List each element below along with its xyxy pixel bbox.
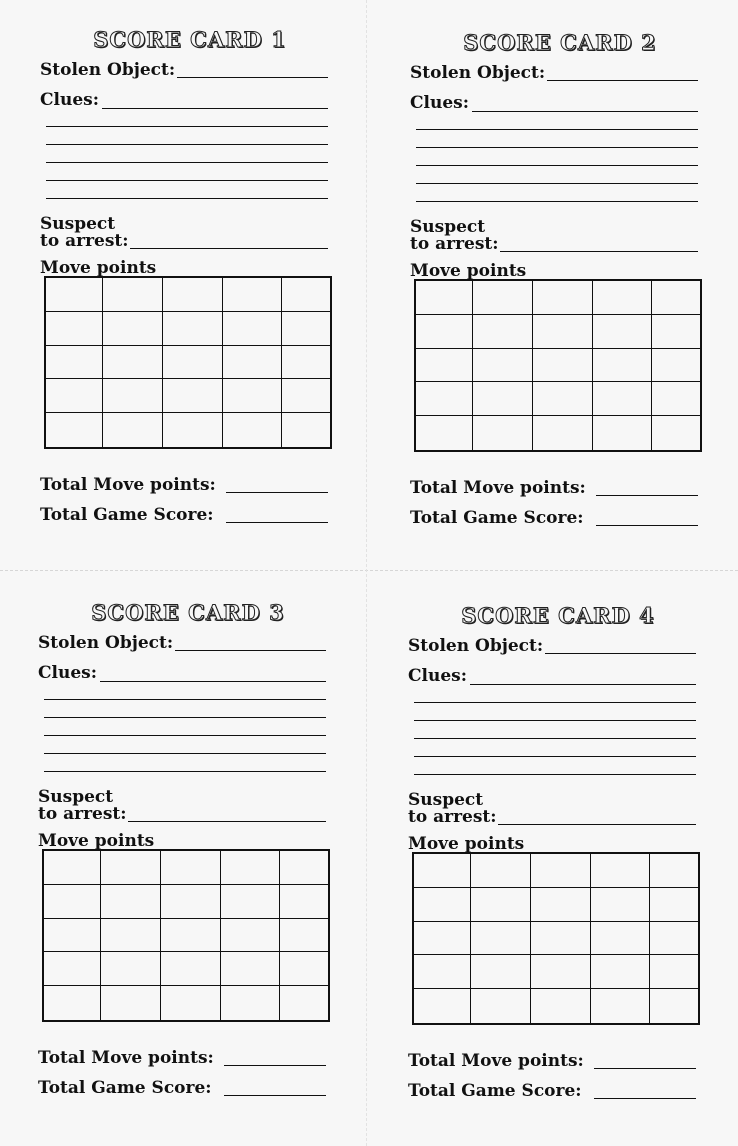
move-cell[interactable] (531, 955, 591, 989)
move-cell[interactable] (221, 919, 280, 953)
move-cell[interactable] (46, 278, 103, 312)
to-arrest-label: to arrest: (408, 807, 497, 827)
move-cell[interactable] (533, 416, 593, 450)
move-cell[interactable] (280, 986, 328, 1020)
move-cell[interactable] (161, 919, 221, 953)
move-cell[interactable] (163, 312, 223, 346)
move-cell[interactable] (471, 955, 531, 989)
clue-line[interactable] (416, 183, 698, 184)
move-cell[interactable] (533, 349, 593, 383)
stolen-object-label: Stolen Object: (40, 60, 176, 80)
move-cell[interactable] (531, 854, 591, 888)
move-cell[interactable] (533, 315, 593, 349)
clue-line[interactable] (46, 162, 328, 163)
move-cell[interactable] (282, 413, 330, 447)
score-card-2 (410, 30, 710, 550)
move-cell[interactable] (101, 952, 161, 986)
move-cell[interactable] (414, 989, 471, 1023)
move-cell[interactable] (533, 281, 593, 315)
move-cell[interactable] (101, 986, 161, 1020)
move-cell[interactable] (416, 382, 473, 416)
suspect-label: Suspect (410, 217, 486, 237)
move-cell[interactable] (101, 851, 161, 885)
suspect-field[interactable] (130, 248, 328, 249)
clues-field[interactable] (100, 681, 326, 682)
move-cell[interactable] (161, 986, 221, 1020)
move-cell[interactable] (531, 888, 591, 922)
clues-label: Clues: (408, 666, 468, 686)
move-cell[interactable] (163, 346, 223, 380)
move-cell[interactable] (531, 922, 591, 956)
move-cell[interactable] (161, 952, 221, 986)
move-cell[interactable] (46, 413, 103, 447)
move-cell[interactable] (46, 346, 103, 380)
move-cell[interactable] (652, 416, 700, 450)
move-points-grid (412, 852, 700, 1025)
move-cell[interactable] (650, 955, 698, 989)
move-cell[interactable] (280, 885, 328, 919)
clue-line[interactable] (414, 738, 696, 739)
move-cell[interactable] (223, 346, 282, 380)
clue-line[interactable] (416, 165, 698, 166)
move-cell[interactable] (593, 349, 652, 383)
clues-label: Clues: (410, 93, 470, 113)
card-title: SCORE CARD 3 (91, 600, 285, 625)
move-cell[interactable] (44, 919, 101, 953)
move-cell[interactable] (221, 851, 280, 885)
move-cell[interactable] (282, 278, 330, 312)
move-cell[interactable] (650, 854, 698, 888)
move-cell[interactable] (414, 888, 471, 922)
move-cell[interactable] (46, 312, 103, 346)
move-cell[interactable] (223, 312, 282, 346)
move-cell[interactable] (280, 919, 328, 953)
move-points-label: Move points (410, 261, 527, 281)
move-cell[interactable] (221, 952, 280, 986)
move-cell[interactable] (652, 382, 700, 416)
stolen-object-label: Stolen Object: (410, 63, 546, 83)
move-cell[interactable] (163, 413, 223, 447)
card-title: SCORE CARD 4 (461, 603, 655, 628)
move-cell[interactable] (280, 851, 328, 885)
move-cell[interactable] (280, 952, 328, 986)
move-cell[interactable] (103, 413, 163, 447)
clues-field[interactable] (470, 684, 696, 685)
move-cell[interactable] (101, 885, 161, 919)
move-cell[interactable] (473, 315, 533, 349)
move-cell[interactable] (223, 379, 282, 413)
move-cell[interactable] (473, 349, 533, 383)
move-cell[interactable] (591, 955, 650, 989)
clues-field[interactable] (472, 111, 698, 112)
move-points-label: Move points (38, 831, 155, 851)
move-cell[interactable] (593, 281, 652, 315)
move-cell[interactable] (591, 888, 650, 922)
move-cell[interactable] (101, 919, 161, 953)
move-cell[interactable] (593, 416, 652, 450)
total-game-score-label: Total Game Score: (408, 1081, 582, 1101)
move-points-label: Move points (40, 258, 157, 278)
move-cell[interactable] (471, 989, 531, 1023)
move-cell[interactable] (652, 349, 700, 383)
clue-line[interactable] (414, 720, 696, 721)
card-title: SCORE CARD 1 (93, 27, 287, 52)
clue-line[interactable] (414, 756, 696, 757)
move-cell[interactable] (103, 312, 163, 346)
move-cell[interactable] (163, 379, 223, 413)
move-cell[interactable] (473, 382, 533, 416)
total-game-score-label: Total Game Score: (38, 1078, 212, 1098)
total-move-points-label: Total Move points: (38, 1048, 214, 1068)
suspect-label: Suspect (38, 787, 114, 807)
move-cell[interactable] (591, 989, 650, 1023)
move-cell[interactable] (44, 952, 101, 986)
move-cell[interactable] (161, 851, 221, 885)
move-points-grid (44, 276, 332, 449)
total-move-points-label: Total Move points: (40, 475, 216, 495)
suspect-field[interactable] (128, 821, 326, 822)
total-move-points-label: Total Move points: (408, 1051, 584, 1071)
clue-line[interactable] (416, 147, 698, 148)
move-cell[interactable] (650, 922, 698, 956)
total-move-points-field[interactable] (224, 1065, 326, 1066)
move-cell[interactable] (591, 922, 650, 956)
move-cell[interactable] (471, 922, 531, 956)
move-cell[interactable] (531, 989, 591, 1023)
total-move-points-label: Total Move points: (410, 478, 586, 498)
clue-line[interactable] (44, 753, 326, 754)
clue-line[interactable] (46, 126, 328, 127)
clue-line[interactable] (44, 735, 326, 736)
score-card-4 (408, 603, 708, 1123)
clue-line[interactable] (44, 699, 326, 700)
clues-field[interactable] (102, 108, 328, 109)
move-cell[interactable] (44, 885, 101, 919)
move-cell[interactable] (46, 379, 103, 413)
stolen-object-field[interactable] (177, 77, 328, 78)
move-cell[interactable] (650, 888, 698, 922)
total-game-score-label: Total Game Score: (410, 508, 584, 528)
move-cell[interactable] (103, 278, 163, 312)
clues-label: Clues: (38, 663, 98, 683)
suspect-field[interactable] (498, 824, 696, 825)
move-cell[interactable] (473, 281, 533, 315)
move-cell[interactable] (416, 416, 473, 450)
clues-label: Clues: (40, 90, 100, 110)
cut-line-vertical (366, 0, 367, 1146)
move-cell[interactable] (652, 315, 700, 349)
move-cell[interactable] (163, 278, 223, 312)
total-move-points-field[interactable] (596, 495, 698, 496)
suspect-field[interactable] (500, 251, 698, 252)
score-card-1 (40, 27, 340, 547)
move-cell[interactable] (652, 281, 700, 315)
move-cell[interactable] (44, 986, 101, 1020)
move-points-grid (42, 849, 330, 1022)
cut-line-horizontal (0, 570, 738, 571)
clue-line[interactable] (416, 201, 698, 202)
total-move-points-field[interactable] (594, 1068, 696, 1069)
move-cell[interactable] (650, 989, 698, 1023)
move-cell[interactable] (591, 854, 650, 888)
move-cell[interactable] (103, 346, 163, 380)
move-cell[interactable] (593, 382, 652, 416)
clue-line[interactable] (44, 717, 326, 718)
to-arrest-label: to arrest: (38, 804, 127, 824)
suspect-label: Suspect (408, 790, 484, 810)
stolen-object-label: Stolen Object: (38, 633, 174, 653)
move-cell[interactable] (471, 854, 531, 888)
move-cell[interactable] (473, 416, 533, 450)
move-cell[interactable] (44, 851, 101, 885)
clue-line[interactable] (46, 144, 328, 145)
stolen-object-label: Stolen Object: (408, 636, 544, 656)
move-cell[interactable] (103, 379, 163, 413)
move-cell[interactable] (282, 346, 330, 380)
total-game-score-field[interactable] (594, 1098, 696, 1099)
move-cell[interactable] (414, 854, 471, 888)
clue-line[interactable] (44, 771, 326, 772)
move-cell[interactable] (416, 281, 473, 315)
move-points-label: Move points (408, 834, 525, 854)
stolen-object-field[interactable] (175, 650, 326, 651)
stolen-object-field[interactable] (545, 653, 696, 654)
total-game-score-field[interactable] (596, 525, 698, 526)
clue-line[interactable] (414, 774, 696, 775)
total-game-score-label: Total Game Score: (40, 505, 214, 525)
move-cell[interactable] (282, 312, 330, 346)
move-cell[interactable] (533, 382, 593, 416)
move-cell[interactable] (414, 955, 471, 989)
clue-line[interactable] (46, 180, 328, 181)
move-cell[interactable] (161, 885, 221, 919)
move-cell[interactable] (416, 349, 473, 383)
stolen-object-field[interactable] (547, 80, 698, 81)
to-arrest-label: to arrest: (40, 231, 129, 251)
total-game-score-field[interactable] (224, 1095, 326, 1096)
clue-line[interactable] (416, 129, 698, 130)
total-move-points-field[interactable] (226, 492, 328, 493)
to-arrest-label: to arrest: (410, 234, 499, 254)
move-cell[interactable] (416, 315, 473, 349)
score-card-3 (38, 600, 338, 1120)
clue-line[interactable] (414, 702, 696, 703)
card-title: SCORE CARD 2 (463, 30, 657, 55)
total-game-score-field[interactable] (226, 522, 328, 523)
move-cell[interactable] (593, 315, 652, 349)
move-cell[interactable] (471, 888, 531, 922)
move-cell[interactable] (223, 278, 282, 312)
clue-line[interactable] (46, 198, 328, 199)
move-cell[interactable] (282, 379, 330, 413)
move-cell[interactable] (414, 922, 471, 956)
suspect-label: Suspect (40, 214, 116, 234)
move-cell[interactable] (221, 885, 280, 919)
move-cell[interactable] (221, 986, 280, 1020)
move-cell[interactable] (223, 413, 282, 447)
move-points-grid (414, 279, 702, 452)
